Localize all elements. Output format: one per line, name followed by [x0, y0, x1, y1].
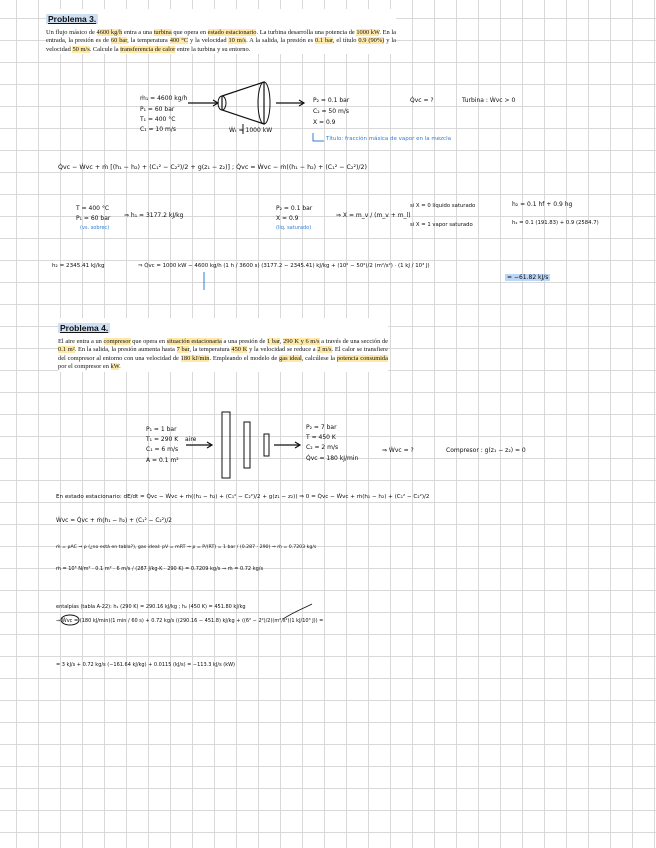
p3-inlet-c1: C₁ = 10 m/s	[140, 126, 176, 133]
p4-q: Q̇vc = 180 kJ/min	[306, 455, 359, 462]
p3-q-result: = −61.82 kJ/s	[507, 274, 549, 281]
p3-inlet-p1: P₁ = 60 bar	[140, 106, 175, 113]
p3-quality-x1: si X = 1 vapor saturado	[410, 222, 473, 228]
p4-mass-flow-calc: ṁ = 10⁵ N/m² · 0.1 m² · 6 m/s / (287 J/kg·K · 290 K) = 0.7209 kg/s ⇒ ṁ = 0.72 kg/s	[56, 566, 264, 572]
p3-q-unknown: Q̇vc = ?	[410, 97, 434, 104]
p3-inlet-t1: T₁ = 400 °C	[140, 116, 176, 123]
p4-steady-balance: En estado estacionario: dE/dt = Q̇vc − Ẇvc + ṁ((h₁ − h₂) + (C₁² − C₂²)/2 + g(z₁ − z₂)) ⇒ 0 = Q̇vc − Ẇvc + ṁ(h₁ − h₂) + (C₁² − C₂²)/2	[56, 494, 430, 500]
problem4-text: El aire entra a un compresor que opera en situación estacionaria a una presión de 1 bar, 290 K y 6 m/s a través de una sección de 0.1 m². En la salida, la presión aumenta hasta 7 bar, la temperatura 450 K y la velocidad se reduce a 2 m/s. El calor se transfiere del compresor al entorno con una velocidad de 180 kJ/min. Empleando el modelo de gas ideal, calcúlese la potencia consumida por el compresor en kW.	[58, 338, 389, 371]
p3-h2-substitution: h₂ = 0.1 (191.83) + 0.9 (2584.7)	[512, 220, 599, 226]
p3-quality-x0: si X = 0 líquido saturado	[410, 203, 476, 209]
p4-air-label: aire	[185, 436, 197, 443]
p3-h1-result: ⇒ h₁ = 3177.2 kJ/kg	[124, 212, 184, 219]
p3-outlet-c2: C₂ = 50 m/s	[313, 108, 349, 115]
p3-h1-cond-p: P₁ = 60 bar	[76, 215, 111, 222]
p4-mass-flow: ṁ = ρAC ⇒ ρ (¿no está en tabla?), gas ideal: pV = mRT ⇒ ρ = P/(RT) = 1 bar / (0.287 · 290) ⇒ ṁ = 0.7203 kg/s	[56, 545, 317, 550]
p3-h2-value: h₂ = 2345.41 kJ/kg	[52, 263, 105, 269]
p3-h1-cond-t: T = 400 °C	[76, 205, 110, 212]
p3-outlet-p2: P₂ = 0.1 bar	[313, 97, 350, 104]
problem3-text: Un flujo másico de 4600 kg/h entra a una turbina que opera en estado estacionario. La turbina desarrolla una potencia de 1000 kW. En la entrada, la presión es de 60 bar, la temperatura 400 °C y la velocidad 10 m/s. A la salida, la presión es 0.1 bar, el título 0.9 (90%) y la velocidad 50 m/s. Calcule la transferencia de calor entre la turbina y su entorno.	[46, 29, 397, 53]
p4-enthalpies: entalpías (tabla A-22): h₁ (290 K) = 290.16 kJ/kg ; h₂ (450 K) = 451.80 kJ/kg	[56, 604, 246, 610]
p3-titulo-note: Título: fracción másica de vapor en la mezcla	[326, 136, 451, 142]
p4-t2: T = 450 K	[306, 434, 336, 441]
problem4-title: Problema 4.	[60, 323, 109, 333]
p4-c2: C₂ = 2 m/s	[306, 444, 339, 451]
p3-h2-cond-x: X = 0.9	[276, 215, 299, 222]
p3-h2-formula: h₂ = 0.1 hf + 0.9 hg	[512, 201, 573, 208]
p4-c1: C₁ = 6 m/s	[146, 446, 179, 453]
p4-compressor-note: Compresor : g(z₁ − z₂) = 0	[446, 447, 526, 454]
p4-t1: T₁ = 290 K	[146, 436, 179, 443]
p3-inlet-mdot: ṁ₁ = 4600 kg/h	[140, 95, 188, 102]
p4-w-formula: Ẇvc = Q̇vc + ṁ(h₁ − h₂) + (C₁² − C₂²)/2	[56, 518, 172, 524]
p3-h2-cond-note: (liq. saturado)	[276, 225, 312, 231]
p3-h1-cond-note: (vs. sobrec)	[80, 225, 110, 231]
p3-h2-cond-p: P₂ = 0.1 bar	[276, 205, 313, 212]
p3-energy-balance: Q̇vc − Ẇvc + ṁ [(h₁ − h₂) + (C₁² − C₂²)/2 + g(z₁ − z₂)] ; Q̇vc = Ẇvc − ṁ((h₁ − h₂) + (C₁² − C₂²)/2)	[58, 164, 368, 171]
p4-w-unknown: ⇒ Ẇvc = ?	[382, 447, 414, 454]
problem3-title: Problema 3.	[48, 14, 97, 24]
p3-power: Ẇₜ = 1000 kW	[229, 127, 273, 134]
p4-p2: P₂ = 7 bar	[306, 424, 337, 431]
p4-w-result: = 3 kJ/s + 0.72 kg/s (−161.64 kJ/kg) + 0.0115 (kJ/s) = −113.3 kJ/s (kW)	[56, 662, 236, 668]
p3-q-calc: ⇒ Q̇vc = 1000 kW − 4600 kg/h (1 h / 3600 s) (3177.2 − 2345.41) kJ/kg + (10² − 50²)/2 (m²/s²) · (1 kJ / 10³ J)	[138, 263, 430, 269]
p4-p1: P₁ = 1 bar	[146, 426, 177, 433]
p3-outlet-x: X = 0.9	[313, 119, 336, 126]
problem4-statement	[58, 318, 388, 372]
p4-area: A = 0.1 m²	[146, 457, 179, 464]
p4-w-calc: ⇒ Ẇvc = (180 kJ/min)(1 min / 60 s) + 0.72 kg/s ((290.16 − 451.8) kJ/kg + ((6² − 2²)/2)(m²/s²)(1 kJ/10³ J)) =	[56, 618, 324, 624]
p3-quality-def: ⇒ X = m_v / (m_v + m_l)	[336, 212, 411, 219]
p3-turbine-sign: Turbina : Ẇvc > 0	[462, 97, 516, 104]
